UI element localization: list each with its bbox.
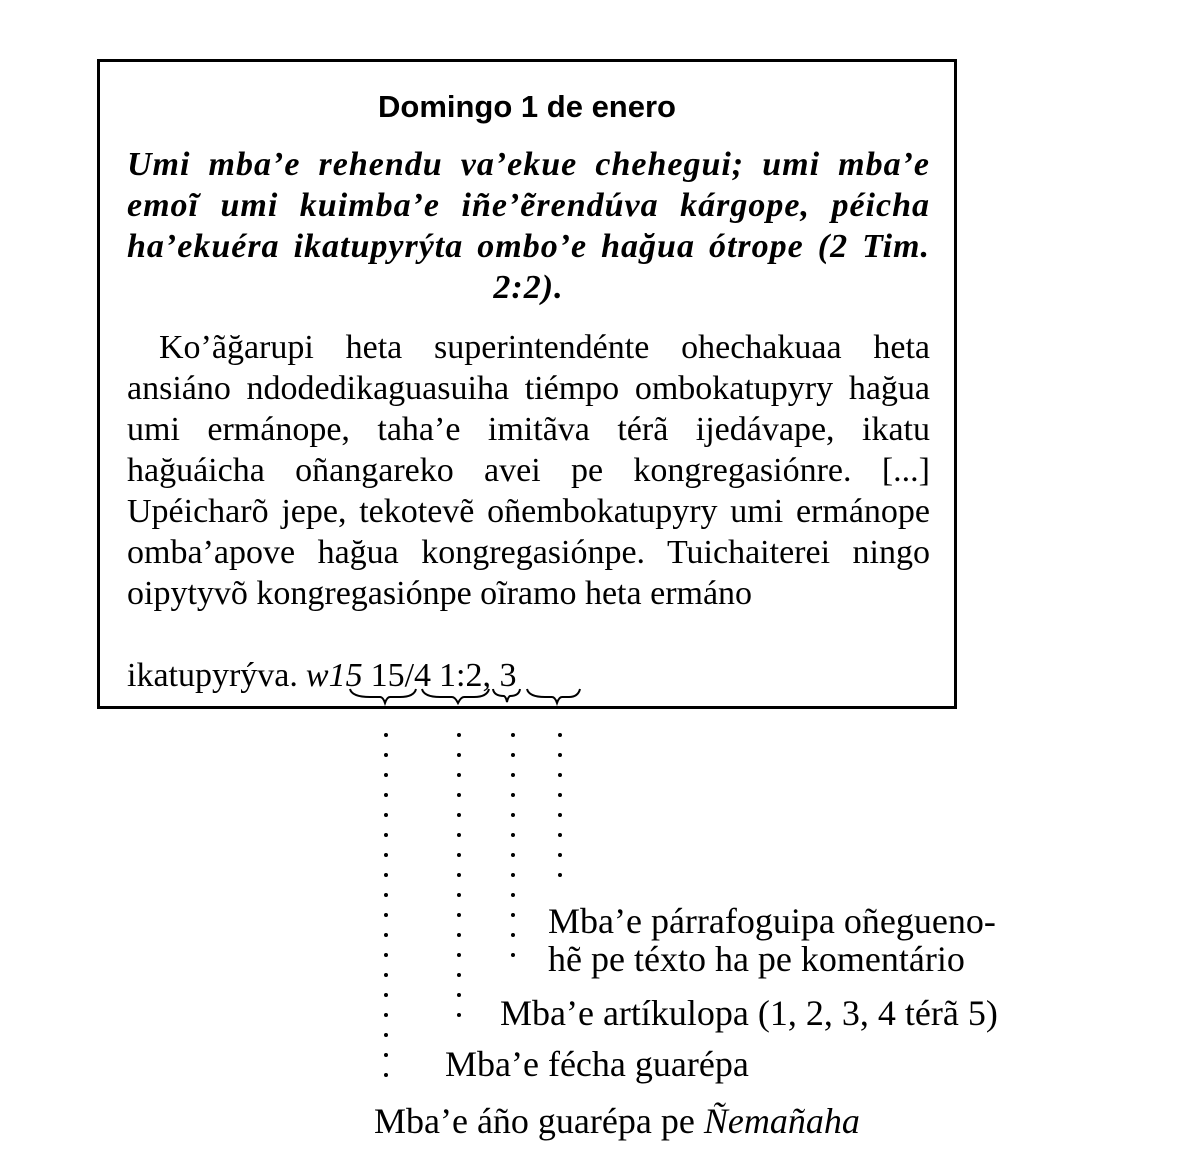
legend-paragraph (548, 902, 996, 978)
ref-separator: : (456, 657, 466, 694)
legend-paragraph-line2: hẽ pe téxto ha pe komentário (548, 939, 965, 979)
last-word: ikatupyrýva. (127, 657, 298, 694)
legend-year (374, 1103, 860, 1139)
legend-year-publication: Ñemañaha (703, 1101, 860, 1141)
legend-year-prefix: Mba’e áño guarépa pe (374, 1101, 704, 1141)
daily-text-scripture: Umi mba’e rehendu va’ekue chehegui; umi mba’e emoĩ umi kuimba’e iñe’ẽrendúva kárgope, péicha ha’ekuéra ikatupyrýta ombo’e hağua ótrope (2 Tim. 2:2). (127, 146, 930, 306)
ref-publication: w15 (305, 657, 363, 694)
legend-date: Mba’e fécha guarépa (445, 1044, 749, 1084)
reference-line (127, 655, 517, 696)
legend-article: Mba’e artíkulopa (1, 2, 3, 4 térã 5) (500, 993, 998, 1033)
ref-paragraphs: 2, 3 (465, 657, 517, 694)
legend-paragraph-line1: Mba’e párrafoguipa oñegueno- (548, 901, 996, 941)
ref-article: 1 (439, 657, 457, 694)
daily-text-box (97, 59, 957, 709)
daily-text-heading: Domingo 1 de enero (378, 89, 676, 124)
ref-date: 15/4 (370, 657, 432, 694)
daily-text-body: Ko’ãğarupi heta superintendénte ohechakuaa heta ansiáno ndodedikaguasuiha tiémpo ombokatupyry hağua umi ermánope, taha’e imitãva térã ijedávape, ikatu hağuáicha oñangareko avei pe kongregasiónre. [...] Upéicharõ jepe, tekotevẽ oñembokatupyry umi ermánope omba’apove hağua kongregasiónpe. Tuichaiterei ningo oipytyvõ kongregasiónpe oĩramo heta ermáno (127, 329, 930, 612)
